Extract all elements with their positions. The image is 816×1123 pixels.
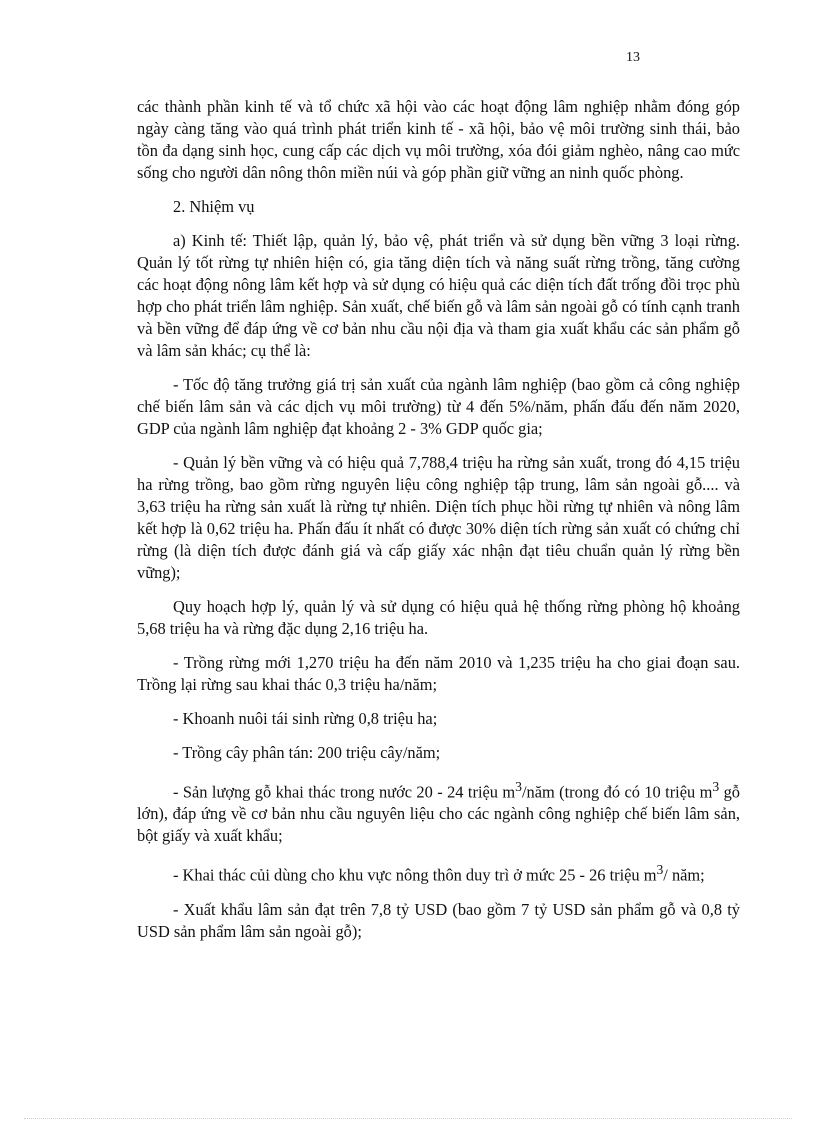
timber-text-a: - Sản lượng gỗ khai thác trong nước 20 - 24 triệu m bbox=[173, 782, 516, 802]
firewood-superscript: 3 bbox=[656, 862, 664, 878]
paragraph-timber-output bbox=[137, 776, 740, 847]
timber-superscript-2: 3 bbox=[712, 779, 720, 794]
paragraph-intro-continuation: các thành phần kinh tế và tổ chức xã hội vào các hoạt động lâm nghiệp nhằm đóng góp ngày càng tăng vào quá trình phát triển kinh tế - xã hội, bảo vệ môi trường sinh thái, bảo tồn đa dạng sinh học, cung cấp các dịch vụ môi trường, xóa đói giảm nghèo, nâng cao mức sống cho người dân nông thôn miền núi và góp phần giữ vững an ninh quốc phòng. bbox=[137, 97, 740, 182]
document-body bbox=[137, 96, 740, 955]
paragraph-firewood bbox=[137, 859, 740, 886]
firewood-text-b: / năm; bbox=[663, 865, 705, 885]
timber-text-c: gỗ lớn), đáp ứng về cơ bản nhu cầu nguyên liệu cho các ngành công nghiệp chế biến lâm sản, bột giấy và xuất khẩu; bbox=[137, 782, 740, 846]
paragraph-export: - Xuất khẩu lâm sản đạt trên 7,8 tỷ USD (bao gồm 7 tỷ USD sản phẩm gỗ và 0,8 tỷ USD sản phẩm lâm sản ngoài gỗ); bbox=[137, 899, 740, 941]
paragraph-regeneration: - Khoanh nuôi tái sinh rừng 0,8 triệu ha; bbox=[173, 709, 438, 728]
paragraph-growth-rate: - Tốc độ tăng trưởng giá trị sản xuất của ngành lâm nghiệp (bao gồm cả công nghiệp chế biến lâm sản và các dịch vụ môi trường) từ 4 đến 5%/năm, phấn đấu đến năm 2020, GDP của ngành lâm nghiệp đạt khoảng 2 - 3% GDP quốc gia; bbox=[137, 375, 740, 438]
timber-superscript-1: 3 bbox=[515, 779, 522, 794]
page-number: 13 bbox=[626, 50, 640, 65]
paragraph-protection-forest: Quy hoạch hợp lý, quản lý và sử dụng có hiệu quả hệ thống rừng phòng hộ khoảng 5,68 triệu ha và rừng đặc dụng 2,16 triệu ha. bbox=[137, 597, 740, 638]
paragraph-production-forest: - Quản lý bền vững và có hiệu quả 7,788,4 triệu ha rừng sản xuất, trong đó 4,15 triệu ha rừng trồng, bao gồm rừng nguyên liệu công nghiệp tập trung, lâm sản ngoài gỗ.... và 3,63 triệu ha rừng sản xuất là rừng tự nhiên. Diện tích phục hồi rừng tự nhiên và nông lâm kết hợp là 0,62 triệu ha. Phấn đấu ít nhất có được 30% diện tích rừng sản xuất có chứng chỉ rừng (là diện tích được đánh giá và cấp giấy xác nhận đạt tiêu chuẩn quản lý rừng bền vững); bbox=[137, 453, 740, 582]
section-heading-tasks: 2. Nhiệm vụ bbox=[173, 197, 255, 216]
firewood-text-a: - Khai thác củi dùng cho khu vực nông thôn duy trì ở mức 25 - 26 triệu m bbox=[173, 865, 657, 885]
page-bottom-divider bbox=[24, 1118, 792, 1119]
paragraph-economy: a) Kinh tế: Thiết lập, quản lý, bảo vệ, phát triển và sử dụng bền vững 3 loại rừng. Quản lý tốt rừng tự nhiên hiện có, gia tăng diện tích và năng suất rừng trồng, tăng cường các hoạt động nông lâm kết hợp và sử dụng có hiệu quả các diện tích đất trống đồi trọc phù hợp cho phát triển lâm nghiệp. Sản xuất, chế biến gỗ và lâm sản ngoài gỗ có tính cạnh tranh và bền vững để đáp ứng về cơ bản nhu cầu nội địa và tham gia xuất khẩu các sản phẩm gỗ và lâm sản khác; cụ thể là: bbox=[137, 231, 740, 360]
timber-text-b: /năm (trong đó có 10 triệu m bbox=[521, 782, 713, 802]
paragraph-scattered-trees: - Trồng cây phân tán: 200 triệu cây/năm; bbox=[173, 743, 441, 762]
paragraph-new-planting: - Trồng rừng mới 1,270 triệu ha đến năm 2010 và 1,235 triệu ha cho giai đoạn sau. Trồng lại rừng sau khai thác 0,3 triệu ha/năm; bbox=[137, 653, 740, 694]
